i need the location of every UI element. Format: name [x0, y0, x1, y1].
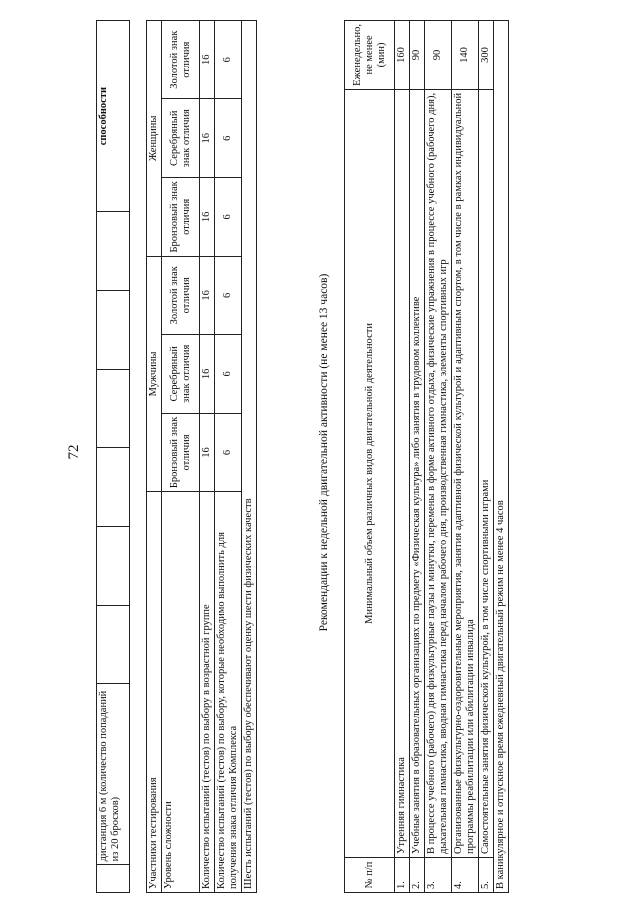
badge-header: Серебряный знак отличия [162, 334, 200, 413]
top-table-right-text: способности [97, 21, 130, 212]
page-number: 72 [66, 444, 82, 460]
row-minutes: 160 [395, 21, 410, 90]
participants-label: Участники тестирования [147, 492, 162, 893]
table-row [425, 21, 452, 893]
level-label: Уровень сложности [162, 492, 200, 893]
recommendations-footer: В каникулярное и отпускное время ежедневный двигательный режим не менее 4 часов [494, 21, 509, 893]
badge-header: Золотой знак отличия [162, 21, 200, 99]
top-table-left-text: дистанция 6 м (количество попаданий из 20 бросков) [97, 684, 130, 865]
badge-header: Золотой знак отличия [162, 256, 200, 334]
col-minutes-header: Еженедельно, не менее (мин) [345, 21, 395, 90]
cell-value: 16 [200, 256, 215, 334]
table-row [452, 21, 479, 893]
cell-value: 6 [215, 21, 242, 99]
row-num: 5. [479, 858, 494, 893]
table-row [200, 21, 215, 893]
row-minutes: 90 [410, 21, 425, 90]
top-table [96, 20, 130, 893]
medals-footer: Шесть испытаний (тестов) по выбору обеспечивают оценку шести физических качеств [242, 21, 257, 893]
cell-value: 6 [215, 99, 242, 178]
women-label: Женщины [147, 21, 162, 257]
col-num-header: № п/п [345, 858, 395, 893]
cell-value: 16 [200, 99, 215, 178]
cell-value: 6 [215, 334, 242, 413]
row-minutes: 140 [452, 21, 479, 90]
cell-value: 6 [215, 178, 242, 257]
table-row [395, 21, 410, 893]
cell-value: 16 [200, 334, 215, 413]
cell-value: 16 [200, 21, 215, 99]
row-label: Количество испытаний (тестов) по выбору, которые необходимо выполнить для получения знака отличия Комплекса [215, 492, 242, 893]
table-row [410, 21, 425, 893]
table-row [494, 21, 509, 893]
row-num: 4. [452, 858, 479, 893]
row-minutes: 300 [479, 21, 494, 90]
row-text: Учебные занятия в образовательных организациях по предмету «Физическая культура» либо занятия в трудовом коллективе [410, 89, 425, 857]
cell-value: 6 [215, 256, 242, 334]
col-activity-header: Минимальный объем различных видов двигательной деятельности [345, 89, 395, 857]
cell-value: 6 [215, 413, 242, 492]
table-row [242, 21, 257, 893]
row-text: Организованные физкультурно-оздоровительные мероприятия, занятия адаптивной физической культурой и адаптивным спортом, в том числе в рамках индивидуальной программы реабилитации или абилитации инвалида [452, 89, 479, 857]
row-minutes: 90 [425, 21, 452, 90]
row-text: В процессе учебного (рабочего) дня физкультурные паузы и минутки, перемены в форме активного отдыха, физические упражнения в процессе учебного (рабочего дня), дыхательная гимнастика, вводная гимнастика перед началом рабочего дня, производственная гимнастика, элементы спортивных игр [425, 89, 452, 857]
row-num: 1. [395, 858, 410, 893]
badge-header: Бронзовый знак отличия [162, 178, 200, 257]
table-row [479, 21, 494, 893]
cell-value: 16 [200, 178, 215, 257]
medals-table [146, 20, 257, 893]
badge-header: Серебряный знак отличия [162, 99, 200, 178]
table-row [215, 21, 242, 893]
row-text: Самостоятельные занятия физической культурой, в том числе спортивными играми [479, 89, 494, 857]
recommendations-table [344, 20, 509, 893]
recommendations-title: Рекомендации к недельной двигательной активности (не менее 13 часов) [318, 273, 330, 632]
row-label: Количество испытаний (тестов) по выбору в возрастной группе [200, 492, 215, 893]
row-num: 2. [410, 858, 425, 893]
row-text: Утренняя гимнастика [395, 89, 410, 857]
men-label: Мужчины [147, 256, 162, 492]
cell-value: 16 [200, 413, 215, 492]
badge-header: Бронзовый знак отличия [162, 413, 200, 492]
row-num: 3. [425, 858, 452, 893]
